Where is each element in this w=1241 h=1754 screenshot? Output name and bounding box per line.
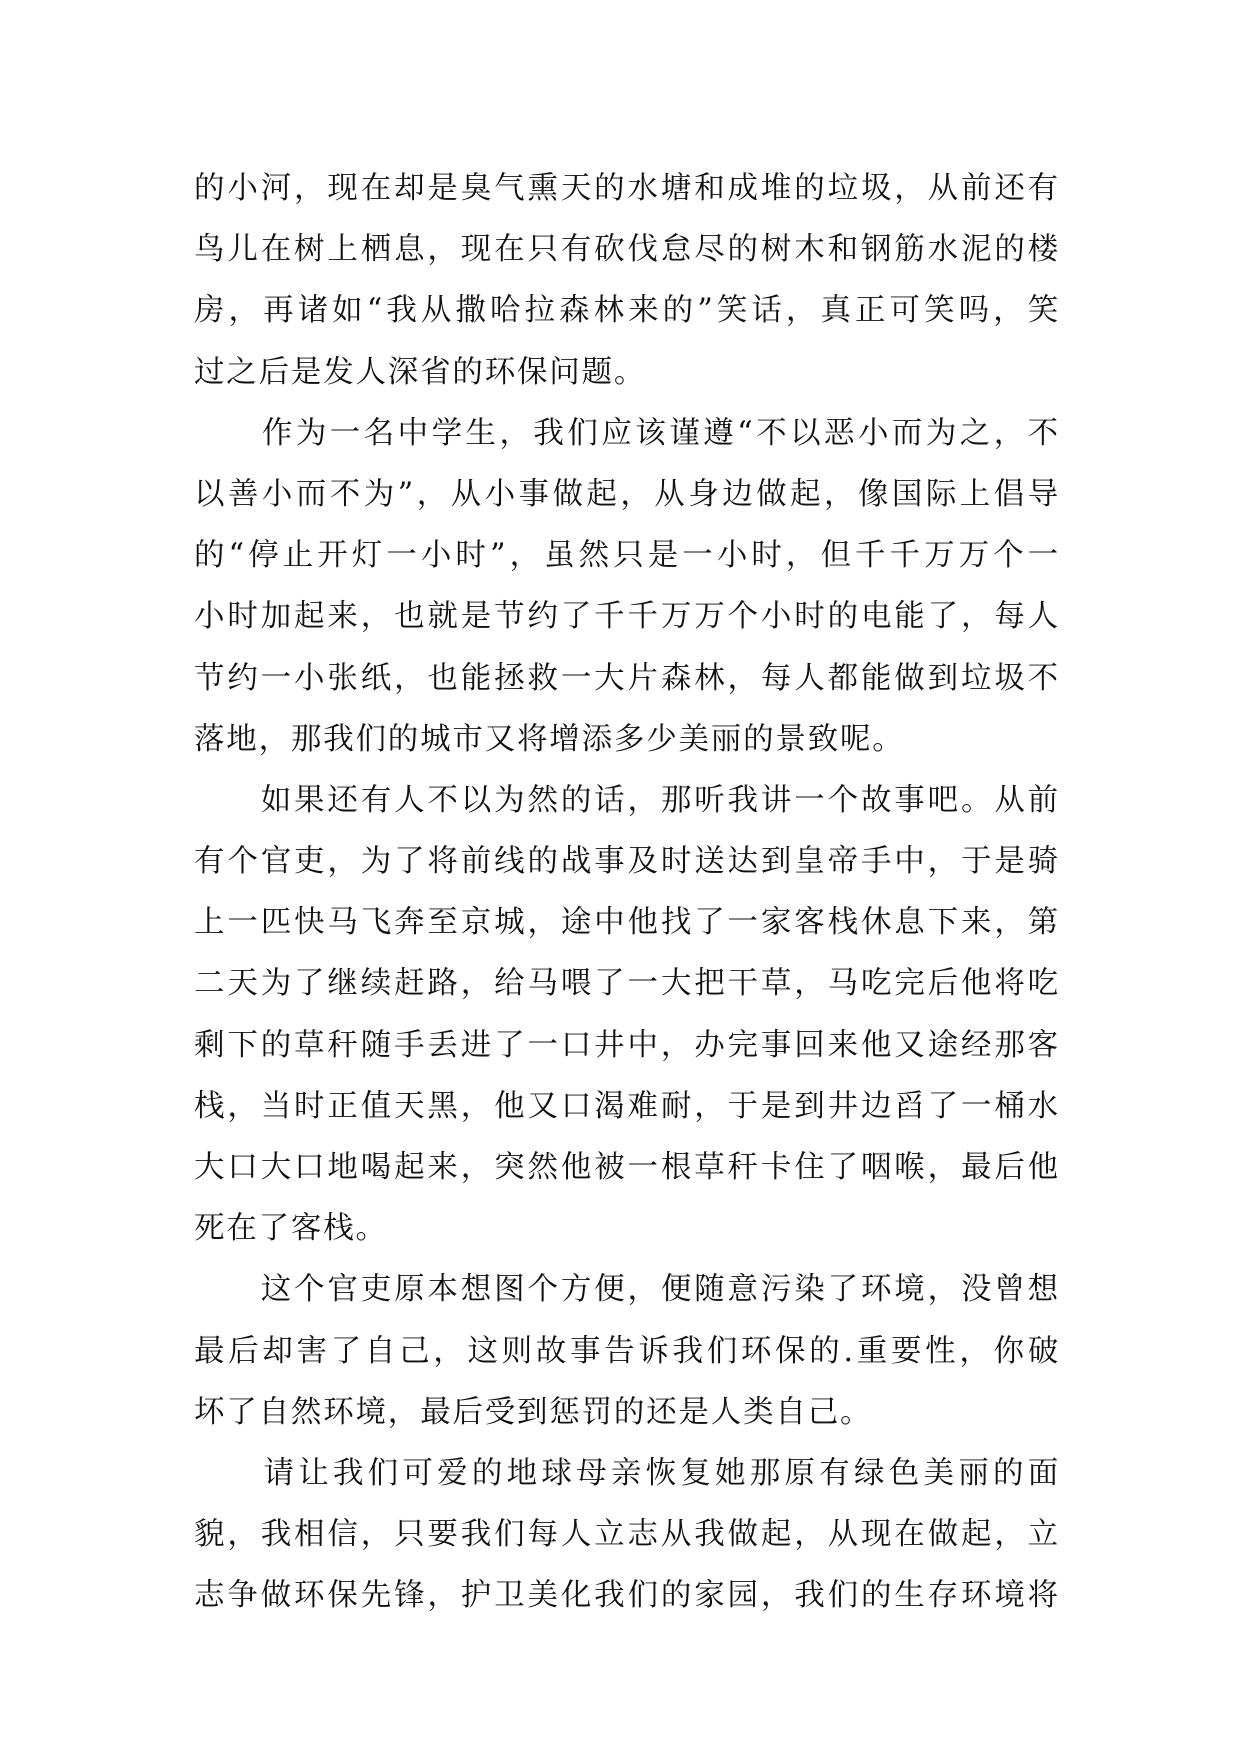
text-line: 请让我们可爱的地球母亲恢复她那原有绿色美丽的面	[194, 1455, 1060, 1491]
text-line: 最后却害了自己，这则故事告诉我们环保的.重要性，你破	[194, 1333, 1060, 1369]
text-line: 鸟儿在树上栖息，现在只有砍伐怠尽的树木和钢筋水泥的楼	[194, 232, 1060, 268]
text-line: 过之后是发人深省的环保问题。	[194, 354, 647, 390]
text-line: 志争做环保先锋，护卫美化我们的家园，我们的生存环境将	[194, 1578, 1060, 1614]
text-line: 的“停止开灯一小时”，虽然只是一小时，但千千万万个一	[194, 538, 1060, 574]
text-line: 的小河，现在却是臭气熏天的水塘和成堆的垃圾，从前还有	[194, 171, 1060, 206]
text-line: 栈，当时正值天黑，他又口渴难耐，于是到井边舀了一桶水	[194, 1088, 1060, 1124]
text-line: 如果还有人不以为然的话，那听我讲一个故事吧。从前	[194, 782, 1060, 818]
text-line: 上一匹快马飞奔至京城，途中他找了一家客栈休息下来，第	[194, 905, 1060, 941]
text-line: 作为一名中学生，我们应该谨遵“不以恶小而为之，不	[194, 415, 1060, 451]
text-line: 大口大口地喝起来，突然他被一根草秆卡住了咽喉，最后他	[194, 1150, 1060, 1185]
text-line: 坏了自然环境，最后受到惩罚的还是人类自己。	[194, 1394, 873, 1430]
text-line: 落地，那我们的城市又将增添多少美丽的景致呢。	[194, 721, 905, 757]
text-line: 有个官吏，为了将前线的战事及时送达到皇帝手中，于是骑	[194, 844, 1060, 880]
text-line: 小时加起来，也就是节约了千千万万个小时的电能了，每人	[194, 599, 1060, 635]
text-line: 以善小而不为”，从小事做起，从身边做起，像国际上倡导	[194, 476, 1060, 512]
text-line: 这个官吏原本想图个方便，便随意污染了环境，没曾想	[194, 1272, 1060, 1308]
text-line: 节约一小张纸，也能拯救一大片森林，每人都能做到垃圾不	[194, 660, 1060, 696]
text-line: 房，再诸如“我从撒哈拉森林来的”笑话，真正可笑吗，笑	[194, 293, 1060, 329]
text-line: 貌，我相信，只要我们每人立志从我做起，从现在做起，立	[194, 1517, 1060, 1553]
text-line: 死在了客栈。	[194, 1211, 388, 1247]
text-line: 二天为了继续赶路，给马喂了一大把干草，马吃完后他将吃	[194, 966, 1060, 1002]
text-line: 剩下的草秆随手丢进了一口井中，办完事回来他又途经那客	[194, 1027, 1060, 1063]
body-text	[194, 158, 1060, 1627]
